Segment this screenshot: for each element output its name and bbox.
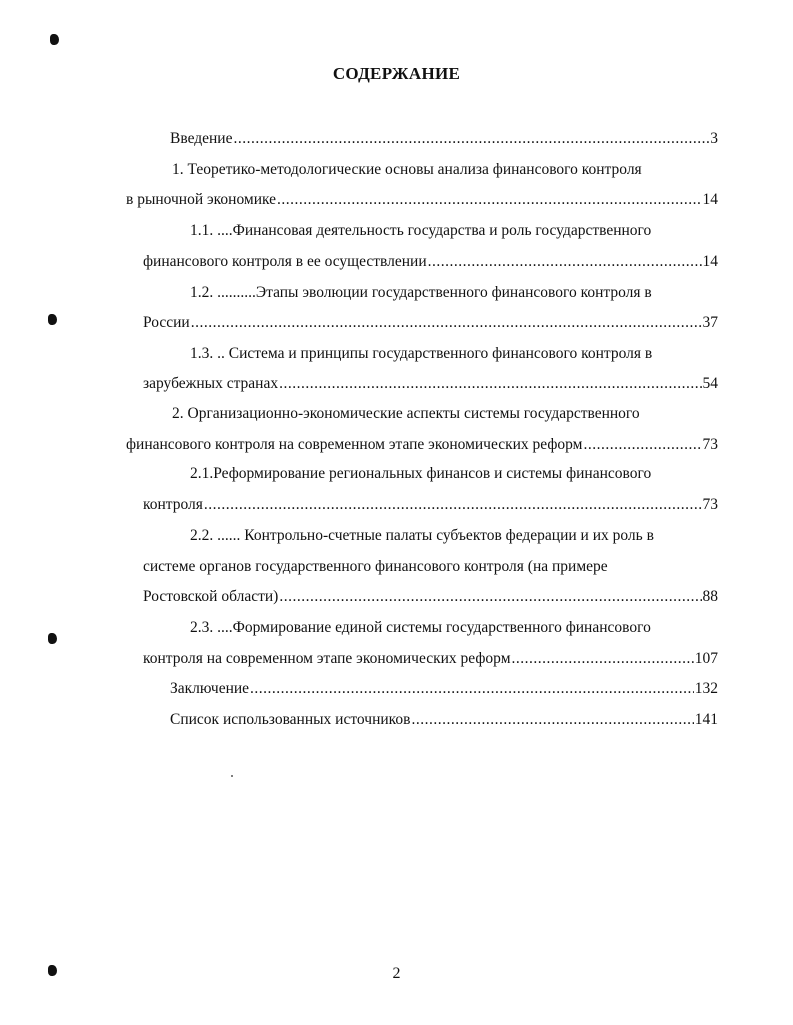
page-title: СОДЕРЖАНИЕ (332, 64, 461, 83)
toc-page-number: 54 (702, 375, 718, 392)
toc-leader-dots (279, 374, 701, 394)
toc-page-number: 88 (702, 588, 718, 605)
toc-page-number: 14 (702, 253, 718, 270)
toc-entry-sources (170, 710, 718, 730)
toc-page-number: 132 (694, 680, 718, 697)
toc-page-number: 141 (694, 711, 718, 728)
toc-entry-text: России (143, 314, 190, 331)
toc-leader-dots (191, 313, 702, 333)
toc-entry-text: финансового контроля в ее осуществлении (143, 253, 427, 270)
toc-entry-ch2 (126, 435, 718, 455)
toc-entry-text: контроля (143, 496, 203, 513)
toc-leader-dots (512, 649, 694, 669)
toc-entry-text: Ростовской области) (143, 588, 279, 605)
toc-entry-text: контроля на современном этапе экономических реформ (143, 650, 511, 667)
toc-entry-text: Заключение (170, 680, 250, 697)
toc-entry-s21-line1: 2.1.Реформирование региональных финансов и системы финансового (190, 465, 652, 482)
toc-entry-s13 (143, 374, 718, 394)
toc-entry-text: в рыночной экономике (126, 191, 277, 208)
toc-entry-s22-line1: 2.2. ...... Контрольно-счетные палаты субъектов федерации и их роль в (190, 527, 654, 544)
scan-mark (48, 633, 57, 644)
toc-entry-s12-line1: 1.2. ..........Этапы эволюции государственного финансового контроля в (190, 284, 652, 301)
toc-entry-s11 (143, 252, 718, 272)
toc-leader-dots (428, 252, 702, 272)
toc-entry-ch1-line1: 1. Теоретико-методологические основы анализа финансового контроля (172, 161, 642, 178)
toc-entry-s23-line1: 2.3. ....Формирование единой системы государственного финансового (190, 619, 651, 636)
toc-entry-s21 (143, 495, 718, 515)
toc-leader-dots (204, 495, 702, 515)
toc-entry-text: финансового контроля на современном этапе экономических реформ (126, 436, 583, 453)
toc-entry-ch1 (126, 190, 718, 210)
toc-leader-dots (411, 710, 693, 730)
toc-entry-intro (170, 129, 718, 149)
toc-entry-s11-line1: 1.1. ....Финансовая деятельность государства и роль государственного (190, 222, 652, 239)
page-number: 2 (392, 965, 401, 982)
scan-speck (231, 775, 233, 777)
toc-page-number: 73 (702, 496, 718, 513)
toc-leader-dots (277, 190, 701, 210)
toc-leader-dots (279, 587, 701, 607)
toc-page-number: 14 (702, 191, 718, 208)
toc-leader-dots (233, 129, 709, 149)
toc-entry-text: Введение (170, 130, 233, 147)
toc-entry-s23 (143, 649, 718, 669)
toc-leader-dots (584, 435, 702, 455)
toc-page-number: 3 (710, 130, 718, 147)
toc-entry-s22 (143, 587, 718, 607)
toc-entry-text: зарубежных странах (143, 375, 279, 392)
toc-entry-s12 (143, 313, 718, 333)
toc-entry-ch2-line1: 2. Организационно-экономические аспекты системы государственного (172, 405, 640, 422)
scan-mark (50, 34, 59, 45)
toc-page-number: 73 (702, 436, 718, 453)
toc-page-number: 37 (702, 314, 718, 331)
toc-entry-conclusion (170, 679, 718, 699)
toc-entry-s22-line2: системе органов государственного финансового контроля (на примере (143, 558, 608, 575)
scan-mark (48, 314, 57, 325)
toc-entry-s13-line1: 1.3. .. Система и принципы государственного финансового контроля в (190, 345, 653, 362)
toc-page-number: 107 (694, 650, 718, 667)
toc-leader-dots (250, 679, 694, 699)
toc-entry-text: Список использованных источников (170, 711, 411, 728)
